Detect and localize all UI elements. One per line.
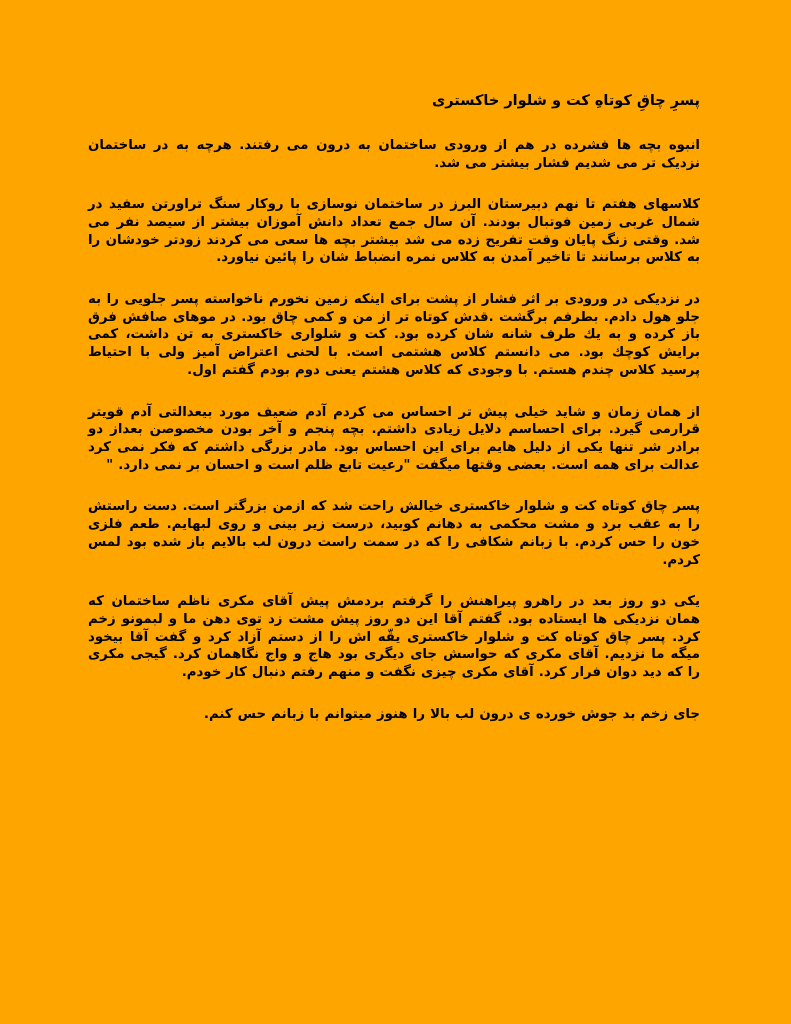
story-paragraph: از همان زمان و شاید خیلی پیش تر احساس می کردم آدم ضعیف مورد بیعدالتی آدم قویتر قرارمی گیرد. برای احساسم دلایل زیادی داشتم. بچه پنجم و آخر بودن مخصوصن بعداز دو برادر شر تنها یکی از دلیل هایم برای این احساس بود. مادر بزرگی داشتم که فکر نمی کرد عدالت برای همه است. بعضی وقتها میگفت "رعیت تابع ظلم است و احسان بر نمی دارد. " xyxy=(88,404,700,473)
story-paragraph: یکی دو روز بعد در راهرو پیراهنش را گرفتم بردمش پیش آقای مکری ناظم ساختمان که همان نزدیکی ها ایستاده بود. گفتم آقا این دو روز پیش مشت زد توی دهن ما و لبمونو زخم کرد. پسر چاق کوتاه کت و شلوار خاکستری یقّه اش را از دستم آزاد کرد و گفت آقا بیخود میگه ما نزدیم. آقای مکری که حواسش جای دیگری بود هاج و واج نگاهمان کرد. گیجی مکری را که دید دوان فرار کرد. آقای مکری چیزی نگفت و منهم رفتم دنبال کار خودم. xyxy=(88,594,700,681)
story-paragraph: جای زخم بد جوش خورده ی درون لب بالا را هنوز میتوانم با زبانم حس کنم. xyxy=(203,706,700,722)
story-paragraph: پسر چاق کوتاه کت و شلوار خاکستری خیالش راحت شد که ازمن بزرگتر است. دست راستش را به عقب برد و مشت محکمی به دهانم کوبید، درست زیر بینی و روی لبهایم. طعم فلزی خون را حس کردم. با زبانم شکافی را که در سمت راست درون لب بالایم باز شده بود لمس کردم. xyxy=(88,499,700,568)
story-page xyxy=(88,92,700,747)
story-title: پسرِ چاقِ کوتاهِ کت و شلوار خاکستری xyxy=(431,93,700,109)
story-paragraph: کلاسهای هفتم تا نهم دبیرستان البرز در ساختمان نوسازی با روکار سنگ تراورتن سفید در شمال غربی زمین فوتبال بودند. آن سال جمع تعداد دانش آموزان بیشتر از سیصد نفر می شد. وقتی زنگ پایان وقت تفریح زده می شد بیشتر بچه ها سعی می کردند زودتر خودشان را به کلاس برسانند تا تاخیر آمدن به کلاس نمره انضباط شان را پائین نیاورد. xyxy=(88,197,700,266)
story-paragraph: انبوه بچه ها فشرده در هم از ورودی ساختمان به درون می رفتند. هرچه به در ساختمان نزدیک تر می شدیم فشار بیشتر می شد. xyxy=(88,137,700,171)
story-paragraph: در نزدیکی در ورودی بر اثر فشار از پشت برای اینکه زمین نخورم ناخواسته پسر جلویی را به جلو هول دادم. بطرفم برگشت .قدش کوتاه تر از من و کمی چاق بود. در موهای صافش فرق باز کرده و به یك طرف شانه شان کرده بود. کت و شلواری خاکستری به تن داشت، کمی برایش کوچك بود. می دانستم کلاس هشتمی است. با لحنی اعتراض آمیز ولی با احتیاط پرسید کلاس چندم هستم. با وجودی که کلاس هشتم یعنی دوم بودم گفتم اول. xyxy=(88,292,700,378)
